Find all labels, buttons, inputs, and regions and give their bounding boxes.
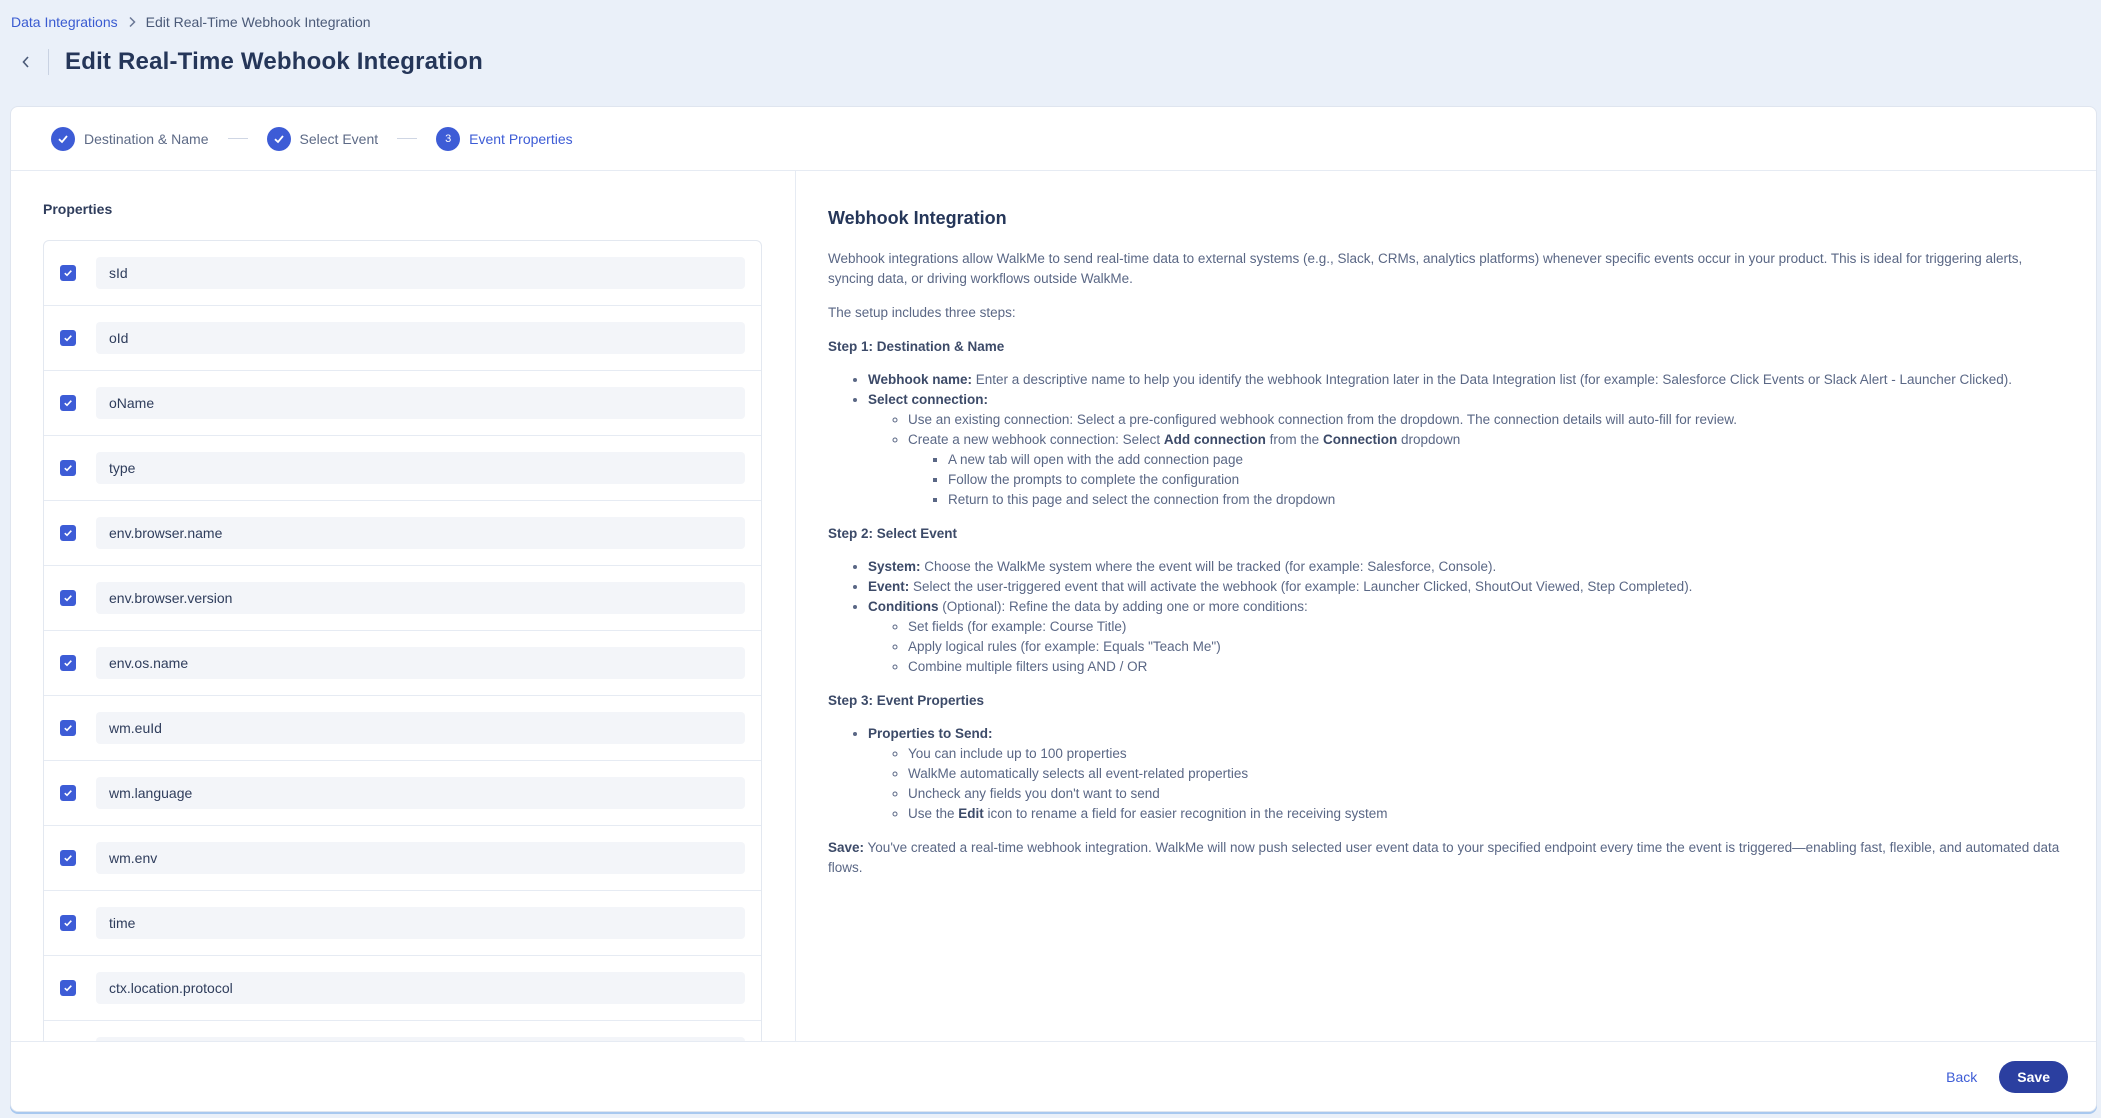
property-name-field[interactable]: env.os.name [96, 647, 745, 679]
checkmark-icon [267, 127, 291, 151]
property-row [44, 306, 761, 371]
property-row [44, 826, 761, 891]
property-checkbox[interactable] [60, 850, 76, 866]
checkmark-icon [63, 788, 73, 798]
checkmark-icon [63, 398, 73, 408]
integration-card [10, 106, 2097, 1112]
help-title: Webhook Integration [828, 208, 1007, 228]
header-divider [48, 49, 49, 75]
back-button[interactable]: Back [1946, 1068, 1978, 1085]
property-checkbox[interactable] [60, 915, 76, 931]
property-name-field[interactable]: oName [96, 387, 745, 419]
step-label: Event Properties [469, 130, 573, 147]
property-checkbox[interactable] [60, 395, 76, 411]
list-item: • Select connection: ◦ Use an existing connection: Select a pre-configured webhook connection from the dropdown. The connection details will auto-fill for review. ◦ Create a new webhook connection: Select Add connection from the Connection dropdown ▪ A new tab will open with the add connection page ▪ Follow the prompts to complete the configuration ▪ Return to this page and select the connection from the dropdown [868, 390, 2064, 510]
list-item: • Webhook name: Enter a descriptive name to help you identify the webhook Integration later in the Data Integration list (for example: Salesforce Click Events or Slack Alert - Launcher Clicked). [868, 370, 2064, 390]
property-checkbox[interactable] [60, 980, 76, 996]
property-checkbox[interactable] [60, 330, 76, 346]
breadcrumb-link-data-integrations[interactable]: Data Integrations [11, 14, 118, 30]
list-item: • Event: Select the user-triggered event that will activate the webhook (for example: Launcher Clicked, ShoutOut Viewed, Step Completed). [868, 577, 2064, 597]
help-intro: Webhook integrations allow WalkMe to send real-time data to external systems (e.g., Slack, CRMs, analytics platforms) whenever specific events occur in your product. This is ideal for triggering alerts, syncing data, or driving workflows outside WalkMe. [828, 251, 2023, 286]
list-item: ▪ Return to this page and select the connection from the dropdown [948, 490, 2064, 510]
property-name-field[interactable]: wm.language [96, 777, 745, 809]
property-checkbox[interactable] [60, 460, 76, 476]
list-item: ▪ Follow the prompts to complete the configuration [948, 470, 2064, 490]
step-destination-name[interactable] [51, 127, 209, 151]
help-save-note: Save: You've created a real-time webhook integration. WalkMe will now push selected user event data to your specified endpoint every time the event is triggered—enabling fast, flexible, and automated data flows. [828, 840, 2060, 875]
checkmark-icon [63, 333, 73, 343]
property-row [44, 891, 761, 956]
properties-list [43, 240, 762, 1041]
step-number: 3 [436, 127, 460, 151]
step1-heading: Step 1: Destination & Name [828, 339, 1005, 354]
step-select-event[interactable] [267, 127, 379, 151]
step-event-properties[interactable] [436, 127, 573, 151]
checkmark-icon [63, 593, 73, 603]
property-name-field[interactable]: env.browser.name [96, 517, 745, 549]
list-item: ◦ Apply logical rules (for example: Equals "Teach Me") [908, 637, 2064, 657]
list-item: ◦ Uncheck any fields you don't want to send [908, 784, 2064, 804]
checkmark-icon [63, 983, 73, 993]
properties-panel[interactable] [11, 171, 796, 1041]
step3-list [828, 724, 2064, 824]
property-name-field[interactable]: env.browser.version [96, 582, 745, 614]
breadcrumb-current: Edit Real-Time Webhook Integration [145, 14, 371, 30]
checkmark-icon [63, 918, 73, 928]
property-name-field[interactable]: ctx.location.protocol [96, 972, 745, 1004]
checkmark-icon [63, 528, 73, 538]
step-label: Select Event [299, 130, 379, 147]
property-row [44, 241, 761, 306]
stepper [11, 107, 2096, 171]
list-item: ◦ Create a new webhook connection: Select Add connection from the Connection dropdown ▪ A new tab will open with the add connection page ▪ Follow the prompts to complete the configuration ▪ Return to this page and select the connection from the dropdown [908, 430, 2064, 510]
list-item: ◦ Use an existing connection: Select a pre-configured webhook connection from the dropdown. The connection details will auto-fill for review. [908, 410, 2064, 430]
property-row [44, 436, 761, 501]
property-checkbox[interactable] [60, 525, 76, 541]
page-title: Edit Real-Time Webhook Integration [65, 48, 483, 75]
footer [11, 1041, 2096, 1111]
help-setup: The setup includes three steps: [828, 305, 1016, 320]
property-row [44, 566, 761, 631]
checkmark-icon [63, 723, 73, 733]
list-item: • Properties to Send: ◦ You can include up to 100 properties ◦ WalkMe automatically selects all event-related properties ◦ Uncheck any fields you don't want to send ◦ Use the Edit icon to rename a field for easier recognition in the receiving system [868, 724, 2064, 824]
chevron-right-icon [128, 16, 136, 28]
content-area [11, 171, 2096, 1041]
property-row [44, 1021, 761, 1041]
step1-list [828, 370, 2064, 510]
list-item: • Conditions (Optional): Refine the data by adding one or more conditions: ◦ Set fields (for example: Course Title) ◦ Apply logical rules (for example: Equals "Teach Me") ◦ Combine multiple filters using AND / OR [868, 597, 2064, 677]
property-row [44, 371, 761, 436]
property-checkbox[interactable] [60, 265, 76, 281]
list-item: ◦ Use the Edit icon to rename a field for easier recognition in the receiving system [908, 804, 2064, 824]
save-button[interactable]: Save [1999, 1061, 2068, 1093]
property-row [44, 696, 761, 761]
property-row [44, 956, 761, 1021]
help-panel [796, 171, 2096, 1041]
list-item: ◦ WalkMe automatically selects all event-related properties [908, 764, 2064, 784]
property-row [44, 501, 761, 566]
step-label: Destination & Name [84, 130, 209, 147]
checkmark-icon [63, 658, 73, 668]
property-name-field[interactable]: wm.env [96, 842, 745, 874]
property-name-field[interactable]: time [96, 907, 745, 939]
checkmark-icon [63, 853, 73, 863]
property-checkbox[interactable] [60, 590, 76, 606]
step3-heading: Step 3: Event Properties [828, 693, 985, 708]
property-row [44, 631, 761, 696]
list-item: ▪ A new tab will open with the add connection page [948, 450, 2064, 470]
step-connector [397, 138, 417, 139]
list-item: ◦ Set fields (for example: Course Title) [908, 617, 2064, 637]
list-item: ◦ Combine multiple filters using AND / OR [908, 657, 2064, 677]
checkmark-icon [63, 463, 73, 473]
property-name-field[interactable]: oId [96, 322, 745, 354]
step2-heading: Step 2: Select Event [828, 526, 958, 541]
step-connector [228, 138, 248, 139]
checkmark-icon [51, 127, 75, 151]
chevron-left-icon[interactable] [14, 50, 38, 74]
page-header [14, 44, 483, 80]
property-checkbox[interactable] [60, 655, 76, 671]
step2-list [828, 557, 2064, 677]
property-checkbox[interactable] [60, 720, 76, 736]
breadcrumb [11, 14, 371, 30]
properties-title: Properties [43, 201, 113, 217]
property-row [44, 761, 761, 826]
checkmark-icon [63, 268, 73, 278]
list-item: • System: Choose the WalkMe system where the event will be tracked (for example: Salesforce, Console). [868, 557, 2064, 577]
property-name-field[interactable]: wm.euId [96, 712, 745, 744]
list-item: ◦ You can include up to 100 properties [908, 744, 2064, 764]
property-name-field[interactable]: type [96, 452, 745, 484]
property-name-field[interactable]: sId [96, 257, 745, 289]
property-checkbox[interactable] [60, 785, 76, 801]
